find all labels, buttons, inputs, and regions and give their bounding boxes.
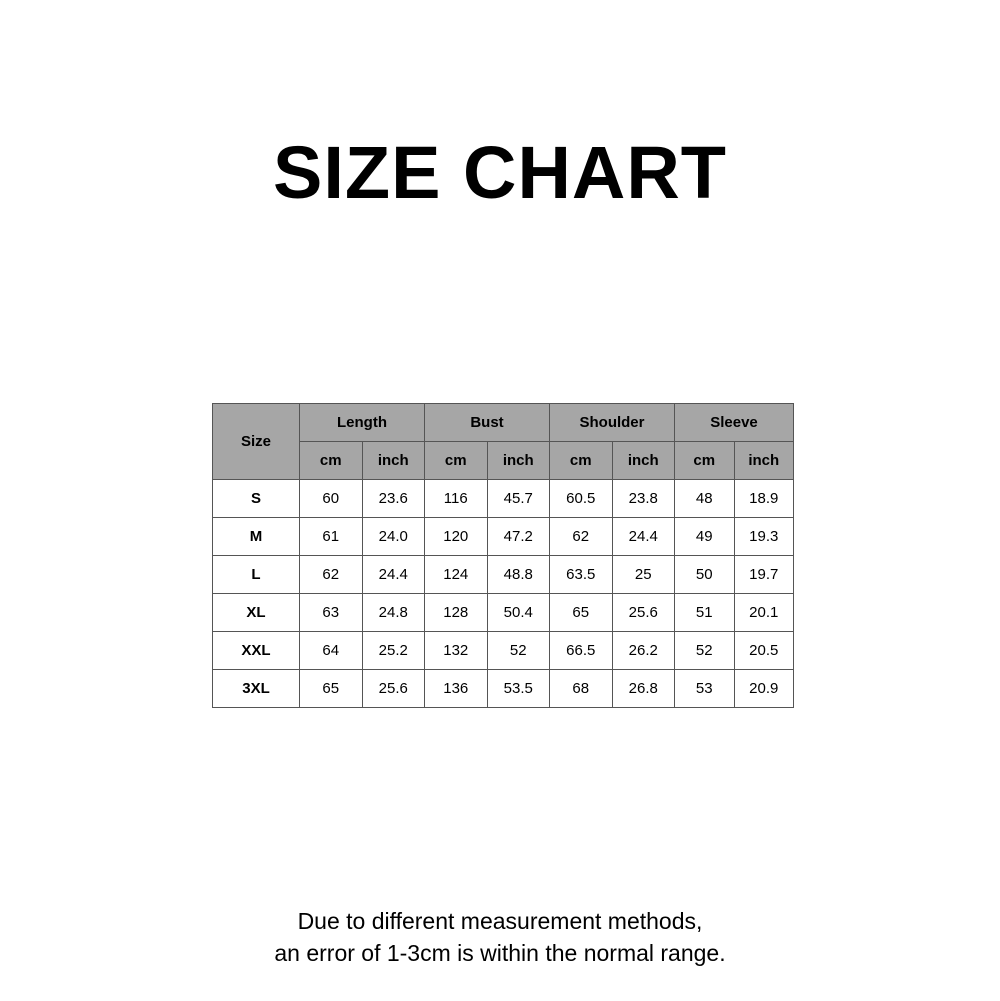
header-unit-shoulder-inch: inch <box>612 442 675 480</box>
cell-3xl-length-cm: 65 <box>300 670 363 708</box>
cell-s-sleeve-inch: 18.9 <box>734 480 794 518</box>
cell-3xl-bust-inch: 53.5 <box>487 670 550 708</box>
table-row <box>213 480 794 518</box>
size-chart-table-container <box>212 403 788 708</box>
cell-m-length-inch: 24.0 <box>362 518 425 556</box>
cell-s-bust-cm: 116 <box>425 480 488 518</box>
cell-m-bust-cm: 120 <box>425 518 488 556</box>
table-header-row-units <box>213 442 794 480</box>
cell-s-bust-inch: 45.7 <box>487 480 550 518</box>
cell-l-sleeve-inch: 19.7 <box>734 556 794 594</box>
cell-m-bust-inch: 47.2 <box>487 518 550 556</box>
table-row <box>213 632 794 670</box>
cell-s-sleeve-cm: 48 <box>675 480 735 518</box>
cell-xl-sleeve-cm: 51 <box>675 594 735 632</box>
cell-m-shoulder-cm: 62 <box>550 518 613 556</box>
table-row <box>213 556 794 594</box>
measurement-note <box>0 905 1000 969</box>
cell-m-sleeve-inch: 19.3 <box>734 518 794 556</box>
header-group-length: Length <box>300 404 425 442</box>
cell-l-sleeve-cm: 50 <box>675 556 735 594</box>
cell-xl-length-inch: 24.8 <box>362 594 425 632</box>
cell-l-shoulder-cm: 63.5 <box>550 556 613 594</box>
row-label-m: M <box>213 518 300 556</box>
cell-s-length-inch: 23.6 <box>362 480 425 518</box>
cell-xxl-bust-cm: 132 <box>425 632 488 670</box>
header-group-shoulder: Shoulder <box>550 404 675 442</box>
cell-3xl-shoulder-inch: 26.8 <box>612 670 675 708</box>
cell-xxl-shoulder-cm: 66.5 <box>550 632 613 670</box>
header-unit-sleeve-inch: inch <box>734 442 794 480</box>
row-label-l: L <box>213 556 300 594</box>
header-unit-bust-cm: cm <box>425 442 488 480</box>
row-label-xl: XL <box>213 594 300 632</box>
cell-s-shoulder-cm: 60.5 <box>550 480 613 518</box>
cell-m-length-cm: 61 <box>300 518 363 556</box>
cell-xl-shoulder-cm: 65 <box>550 594 613 632</box>
cell-3xl-shoulder-cm: 68 <box>550 670 613 708</box>
cell-xxl-shoulder-inch: 26.2 <box>612 632 675 670</box>
cell-xl-sleeve-inch: 20.1 <box>734 594 794 632</box>
cell-xl-bust-cm: 128 <box>425 594 488 632</box>
cell-3xl-bust-cm: 136 <box>425 670 488 708</box>
measurement-note-line-1: Due to different measurement methods, <box>297 908 703 934</box>
header-unit-bust-inch: inch <box>487 442 550 480</box>
header-size: Size <box>213 404 300 480</box>
cell-l-length-cm: 62 <box>300 556 363 594</box>
row-label-xxl: XXL <box>213 632 300 670</box>
cell-3xl-length-inch: 25.6 <box>362 670 425 708</box>
table-header-row-groups <box>213 404 794 442</box>
header-unit-shoulder-cm: cm <box>550 442 613 480</box>
cell-xxl-length-inch: 25.2 <box>362 632 425 670</box>
cell-s-length-cm: 60 <box>300 480 363 518</box>
table-row <box>213 670 794 708</box>
table-row <box>213 518 794 556</box>
cell-s-shoulder-inch: 23.8 <box>612 480 675 518</box>
cell-xxl-sleeve-inch: 20.5 <box>734 632 794 670</box>
table-row <box>213 594 794 632</box>
cell-3xl-sleeve-cm: 53 <box>675 670 735 708</box>
cell-l-bust-cm: 124 <box>425 556 488 594</box>
cell-l-length-inch: 24.4 <box>362 556 425 594</box>
measurement-note-line-2: an error of 1-3cm is within the normal range. <box>274 940 726 966</box>
header-group-bust: Bust <box>425 404 550 442</box>
cell-xxl-length-cm: 64 <box>300 632 363 670</box>
page-title: SIZE CHART <box>273 131 727 214</box>
cell-xl-bust-inch: 50.4 <box>487 594 550 632</box>
cell-xl-shoulder-inch: 25.6 <box>612 594 675 632</box>
header-group-sleeve: Sleeve <box>675 404 794 442</box>
header-unit-sleeve-cm: cm <box>675 442 735 480</box>
header-unit-length-cm: cm <box>300 442 363 480</box>
size-chart-table <box>212 403 794 708</box>
header-unit-length-inch: inch <box>362 442 425 480</box>
cell-xl-length-cm: 63 <box>300 594 363 632</box>
cell-m-sleeve-cm: 49 <box>675 518 735 556</box>
row-label-s: S <box>213 480 300 518</box>
row-label-3xl: 3XL <box>213 670 300 708</box>
cell-xxl-bust-inch: 52 <box>487 632 550 670</box>
cell-m-shoulder-inch: 24.4 <box>612 518 675 556</box>
cell-l-bust-inch: 48.8 <box>487 556 550 594</box>
cell-xxl-sleeve-cm: 52 <box>675 632 735 670</box>
cell-l-shoulder-inch: 25 <box>612 556 675 594</box>
cell-3xl-sleeve-inch: 20.9 <box>734 670 794 708</box>
